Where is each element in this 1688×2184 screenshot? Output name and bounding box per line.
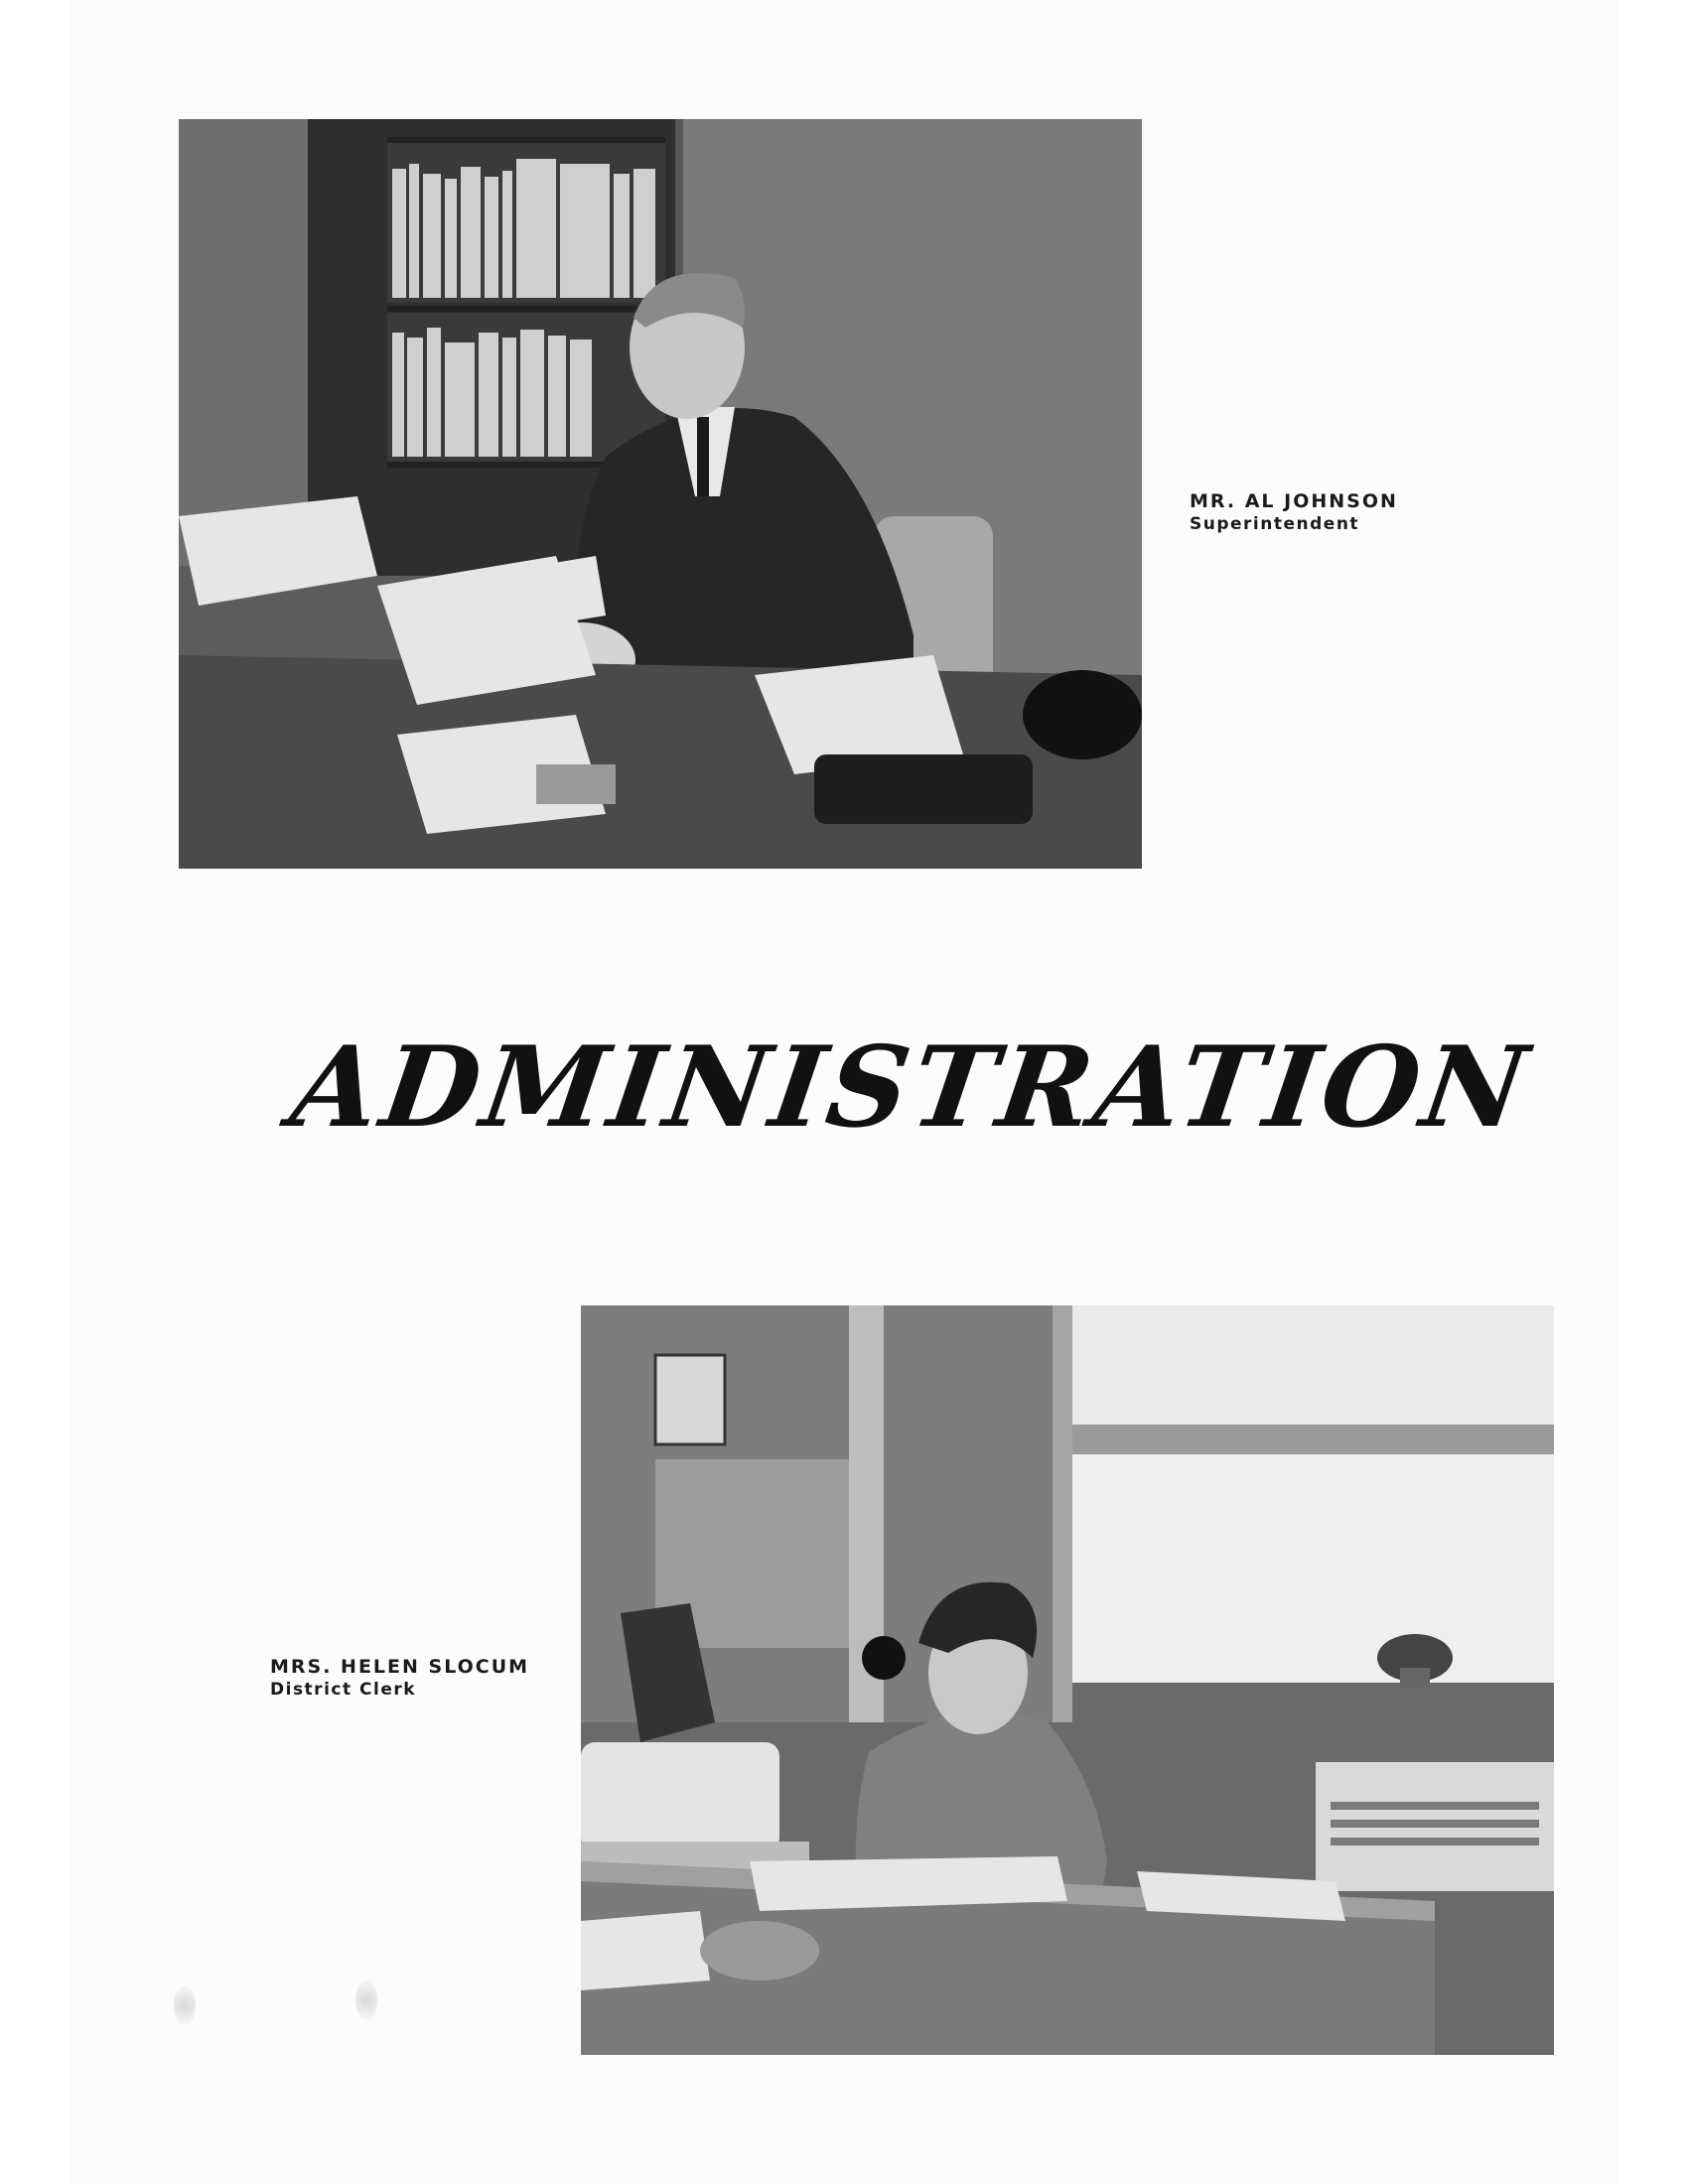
caption-role: Superintendent [1190,514,1360,534]
superintendent-photo-image [179,119,1142,869]
photo-district-clerk [581,1305,1554,2055]
district-clerk-photo-image [581,1305,1554,2055]
caption-name: MR. AL JOHNSON [1190,490,1398,512]
caption-role: District Clerk [270,1680,417,1700]
page-title: ADMINISTRATION [283,1023,1539,1153]
photo-superintendent [179,119,1142,869]
page-margin [0,0,70,2184]
caption-district-clerk [270,1656,529,1700]
page-smudge [174,1985,196,2025]
caption-superintendent [1190,490,1398,534]
page-smudge [355,1980,377,2020]
caption-name: MRS. HELEN SLOCUM [270,1656,530,1678]
